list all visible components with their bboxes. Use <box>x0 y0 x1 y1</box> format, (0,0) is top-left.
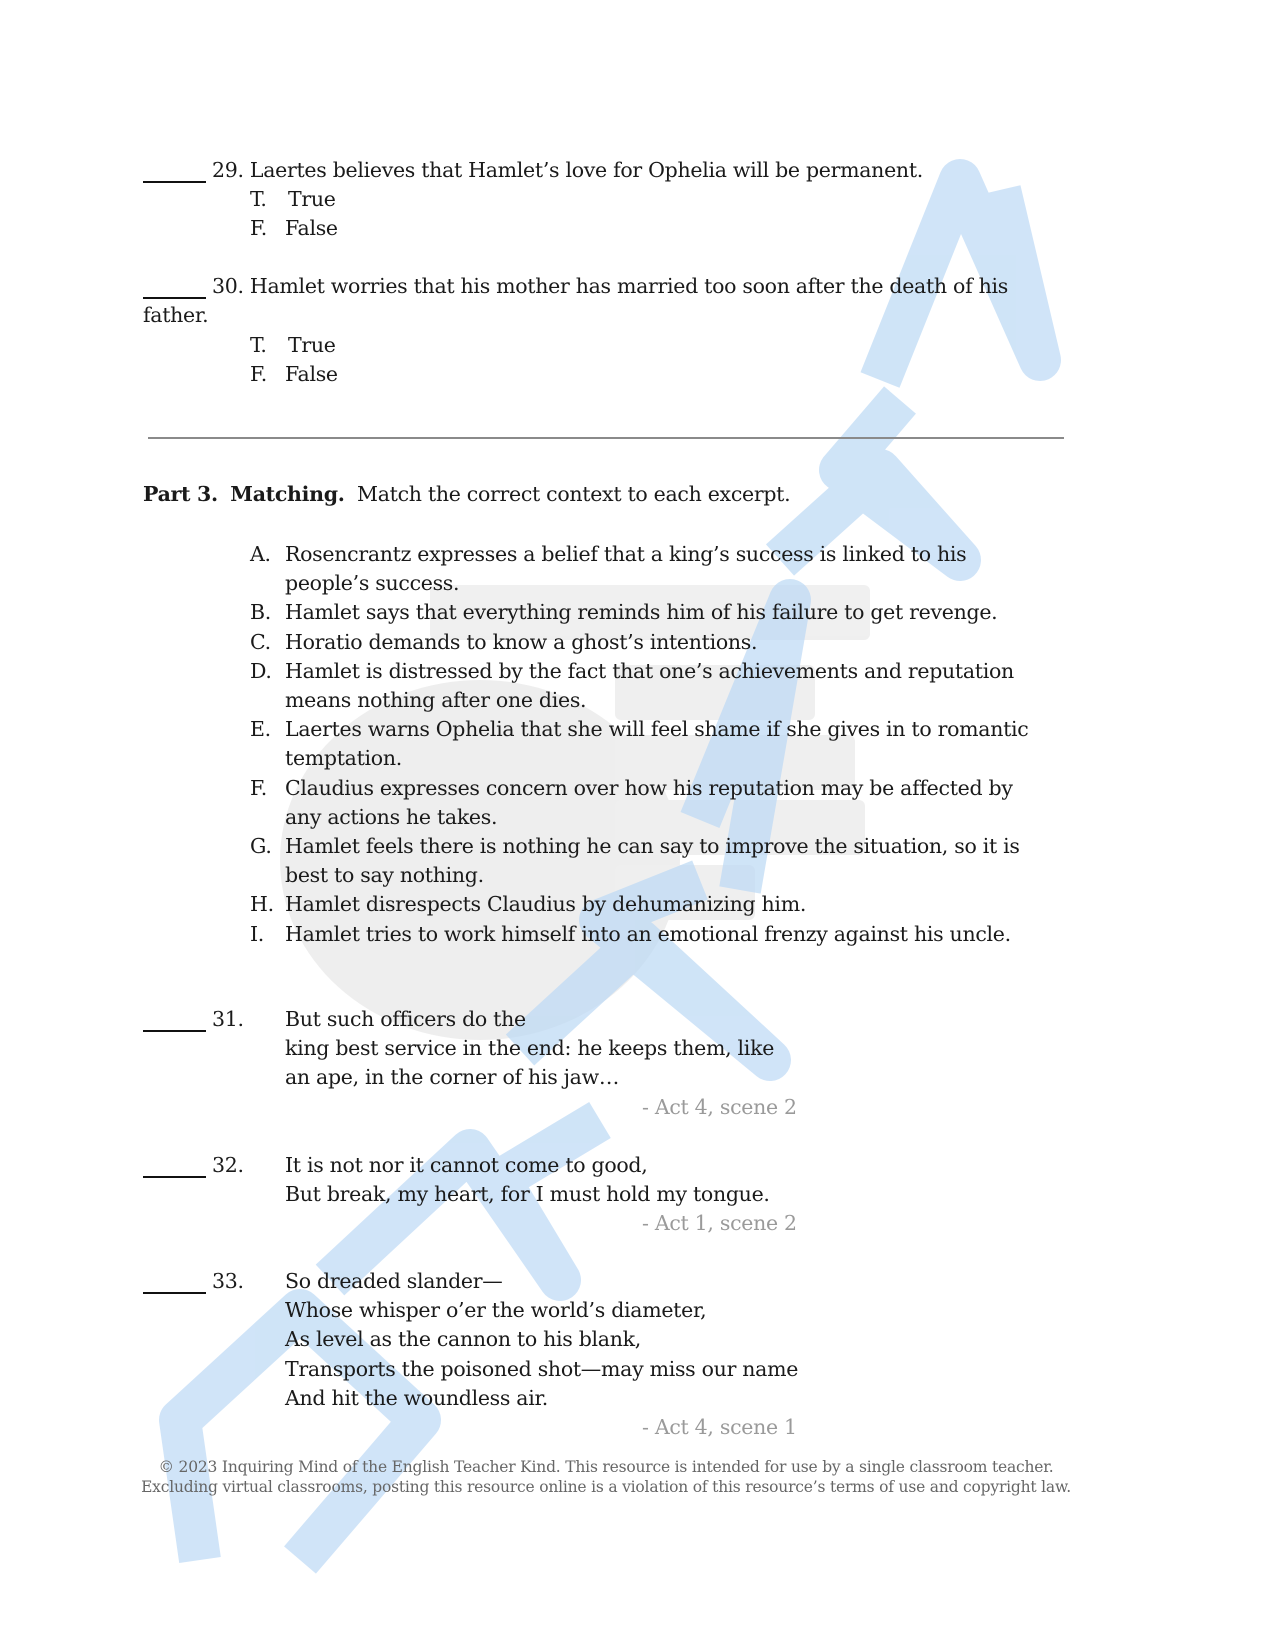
choice-text: best to say nothing. <box>285 863 484 887</box>
answer-blank-30[interactable] <box>143 297 206 299</box>
excerpt-line: And hit the woundless air. <box>285 1385 548 1410</box>
answer-blank-31[interactable] <box>143 1030 206 1032</box>
option-text: False <box>285 216 338 240</box>
question-30 <box>212 272 1008 301</box>
part3-heading <box>143 480 790 509</box>
excerpt-line: an ape, in the corner of his jaw… <box>285 1065 620 1090</box>
choice-text: temptation. <box>285 746 402 771</box>
question-text: Laertes believes that Hamlet’s love for Ophelia will be permanent. <box>249 158 923 182</box>
choice-text: people’s success. <box>285 571 460 595</box>
excerpt-citation: - Act 1, scene 2 <box>642 1211 797 1236</box>
option-letter: F. <box>250 216 267 240</box>
option-letter: F. <box>250 362 267 386</box>
excerpt-line: It is not nor it cannot come to good, <box>285 1153 648 1177</box>
option-text: True <box>288 187 336 211</box>
choice-letter: C. <box>250 629 271 654</box>
choice-letter: H. <box>250 892 274 917</box>
choice-text: Rosencrantz expresses a belief that a king’s success is linked to his <box>285 542 967 566</box>
choice-text: Claudius expresses concern over how his reputation may be affected by <box>285 775 1013 800</box>
excerpt-number: 31. <box>212 1007 244 1031</box>
excerpt-line: Transports the poisoned shot—may miss our name <box>285 1356 799 1381</box>
choice-text: Hamlet is distressed by the fact that one’s achievements and reputation <box>285 658 1014 683</box>
excerpt-line: As level as the cannon to his blank, <box>285 1327 641 1352</box>
excerpt-line: But such officers do the <box>285 1007 526 1031</box>
part-title: Matching. <box>230 482 345 506</box>
choice-letter: A. <box>250 542 271 566</box>
part-label: Part 3. <box>143 482 218 506</box>
footer-line-1: © 2023 Inquiring Mind of the English Teacher Kind. This resource is intended for use by a single classroom teacher. <box>158 1458 1054 1476</box>
choice-text: Hamlet tries to work himself into an emotional frenzy against his uncle. <box>285 921 1011 946</box>
choice-text: Hamlet feels there is nothing he can say to improve the situation, so it is <box>285 834 1020 858</box>
section-divider <box>148 437 1064 439</box>
excerpt-citation: - Act 4, scene 2 <box>642 1094 797 1119</box>
answer-blank-33[interactable] <box>143 1292 206 1294</box>
question-30-cont: father. <box>143 303 209 327</box>
choice-text: Hamlet says that everything reminds him of his failure to get revenge. <box>285 600 998 625</box>
excerpt-citation: - Act 4, scene 1 <box>642 1415 797 1439</box>
choice-letter: B. <box>250 600 271 625</box>
footer-line-2: Excluding virtual classrooms, posting this resource online is a violation of this resource’s terms of use and copyright law. <box>141 1478 1071 1496</box>
question-text: Hamlet worries that his mother has married too soon after the death of his <box>249 274 1008 298</box>
choice-text: Laertes warns Ophelia that she will feel shame if she gives in to romantic <box>285 717 1029 742</box>
option-text: True <box>288 333 336 357</box>
excerpt-line: So dreaded slander— <box>285 1269 503 1293</box>
answer-blank-29[interactable] <box>143 181 206 183</box>
choice-text: any actions he takes. <box>285 804 498 829</box>
part-instruction: Match the correct context to each excerpt. <box>357 482 791 506</box>
choice-text: means nothing after one dies. <box>285 687 587 712</box>
option-text: False <box>285 362 338 386</box>
excerpt-number: 32. <box>212 1153 244 1177</box>
question-number: 29. <box>212 158 244 182</box>
choice-text: Horatio demands to know a ghost’s intentions. <box>285 629 758 654</box>
option-letter: T. <box>250 333 267 357</box>
footer <box>0 1457 1212 1497</box>
choice-letter: D. <box>250 658 272 683</box>
choice-letter: E. <box>250 717 271 742</box>
choice-letter: I. <box>250 921 265 946</box>
option-letter: T. <box>250 187 267 211</box>
choice-letter: F. <box>250 775 267 800</box>
excerpt-line: king best service in the end: he keeps them, like <box>285 1036 775 1061</box>
question-number: 30. <box>212 274 244 298</box>
question-29 <box>212 156 923 185</box>
choice-letter: G. <box>250 834 272 858</box>
excerpt-line: Whose whisper o’er the world’s diameter, <box>285 1298 707 1323</box>
answer-blank-32[interactable] <box>143 1176 206 1178</box>
excerpt-line: But break, my heart, for I must hold my tongue. <box>285 1182 770 1207</box>
choice-text: Hamlet disrespects Claudius by dehumanizing him. <box>285 892 807 917</box>
excerpt-number: 33. <box>212 1269 244 1293</box>
